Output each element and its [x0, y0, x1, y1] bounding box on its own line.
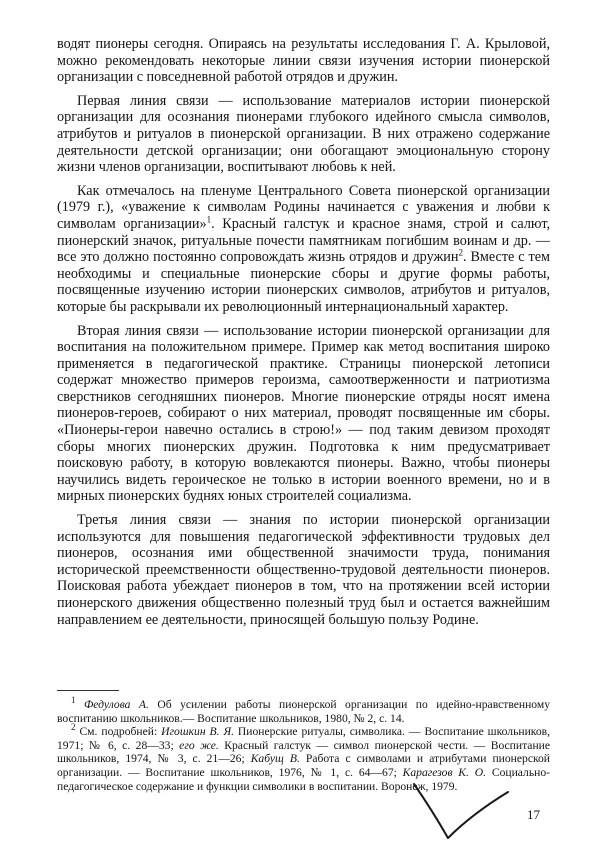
- paragraph-third-line: Третья линия связи — знания по истории пионерской организации используются для повышения педагогической эффективности трудовых дел пионеров, осознания ими общественной значимости труда, понимания исторической преемственности общественно-трудовой деятельности пионеров. Поисковая работа убеждает пионеров в том, что на протяжении всей истории пионерского движения общественно полезный труд был и остается важнейшим направлением ее деятельности, приносящей большую пользу Родине.: [57, 512, 550, 628]
- footnote-2-number: 2: [71, 722, 76, 733]
- footnote-2-author-2: его же.: [179, 738, 219, 752]
- plenum-text-c: . Вместе с тем необходимы и специальные пионерские сборы и другие формы работы, посвященные изучению истории пионерских символов, атрибутов и ритуалов, которые бы раскрывали их революционный интернациональный характер.: [57, 249, 550, 315]
- paragraph-continued: водят пионеры сегодня. Опираясь на результаты исследования Г. А. Крыловой, можно рекомендовать некоторые линии связи изучения истории пионерской организации с повседневной работой отрядов и дружин.: [57, 36, 550, 86]
- footnote-2-text-b: Пионерские ритуалы, символика. — Воспитание школьников, 1971; № 6, с. 28—33;: [57, 725, 550, 752]
- footnote-2-text-c: Красный галстук — символ пионерской чести. — Воспитание школьников, 1974, № 3, с. 21—26;: [57, 738, 550, 766]
- paragraph-first-line: Первая линия связи — использование материалов истории пионерской организации для осознания пионерами глубокого идейного смысла символов, атрибутов и ритуалов в пионерской организации. В них отражено содержание деятельности детской организации; они обогащают эмоциональную сторону жизни членов организации, воспитывают любовь к ней.: [57, 92, 550, 176]
- footnote-1-text: Об усилении работы пионерской организации по идейно-нравственному воспитанию школьников.— Воспитание школьников, 1980, № 2, с. 14.: [57, 698, 550, 725]
- plenum-text-a: Как отмечалось на пленуме Центрального Совета пионерской организации (1979 г.), «уважение к символам Родины начинается с уважения и любви к символам организации»: [57, 182, 550, 232]
- footnote-1-author: Федулова А.: [83, 698, 149, 711]
- main-text: [57, 36, 550, 628]
- footnote-2-text-e: Социально-педагогическое содержание и функции символики в воспитании. Воронеж, 1979.: [57, 765, 550, 793]
- pencil-stroke-left: [414, 784, 448, 838]
- footnote-divider: [57, 690, 119, 691]
- footnote-2-text-a: См. подробней:: [75, 725, 162, 739]
- footnote-1-number: 1: [71, 695, 76, 706]
- page-number: 17: [527, 807, 540, 822]
- footnotes: [57, 695, 551, 793]
- footnote-2-author-1: Игошкин В. Я.: [161, 725, 234, 739]
- footnote-2-text-d: Работа с символами и атрибутами пионерской организации. — Воспитание школьников, 1976, № 1, с. 64—67;: [57, 752, 551, 779]
- footnote-2-author-4: Карагезов К. О.: [402, 765, 487, 779]
- pencil-check-mark: [410, 780, 530, 850]
- footnote-ref-2: 2: [458, 247, 463, 258]
- pencil-stroke-right: [448, 792, 508, 838]
- footnote-ref-1: 1: [206, 214, 212, 225]
- footnote-2-author-3: Кабущ В.: [250, 752, 300, 766]
- plenum-text-b: . Красный галстук и красное знамя, строй и салют, пионерский значок, ритуальные почести памятникам погибшим воинам и др. — все это должно постоянно сопровождать жизнь отрядов и дружин: [57, 215, 550, 266]
- footnote-1: [57, 695, 550, 725]
- paragraph-plenum: [57, 183, 550, 316]
- paragraph-second-line: Вторая линия связи — использование истории пионерской организации для воспитания на положительном примере. Пример как метод воспитания широко применяется в педагогической практике. Страницы пионерской летописи содержат множество примеров героизма, самоотверженности и патриотизма сверстников сегодняшних пионеров. Многие пионерские отряды носят имена пионеров-героев, собирают о них материал, проводят посвященные им сборы. «Пионеры-герои навечно остались в строю!» — под таким девизом проходят сборы многих пионерских дружин. Подготовка к ним предусматривает поисковую работу, в которую вовлекаются пионеры. Важно, чтобы пионеры научились видеть героическое не только в истории военного времени, но и в мирных пионерских буднях юных строителей социализма.: [57, 322, 550, 505]
